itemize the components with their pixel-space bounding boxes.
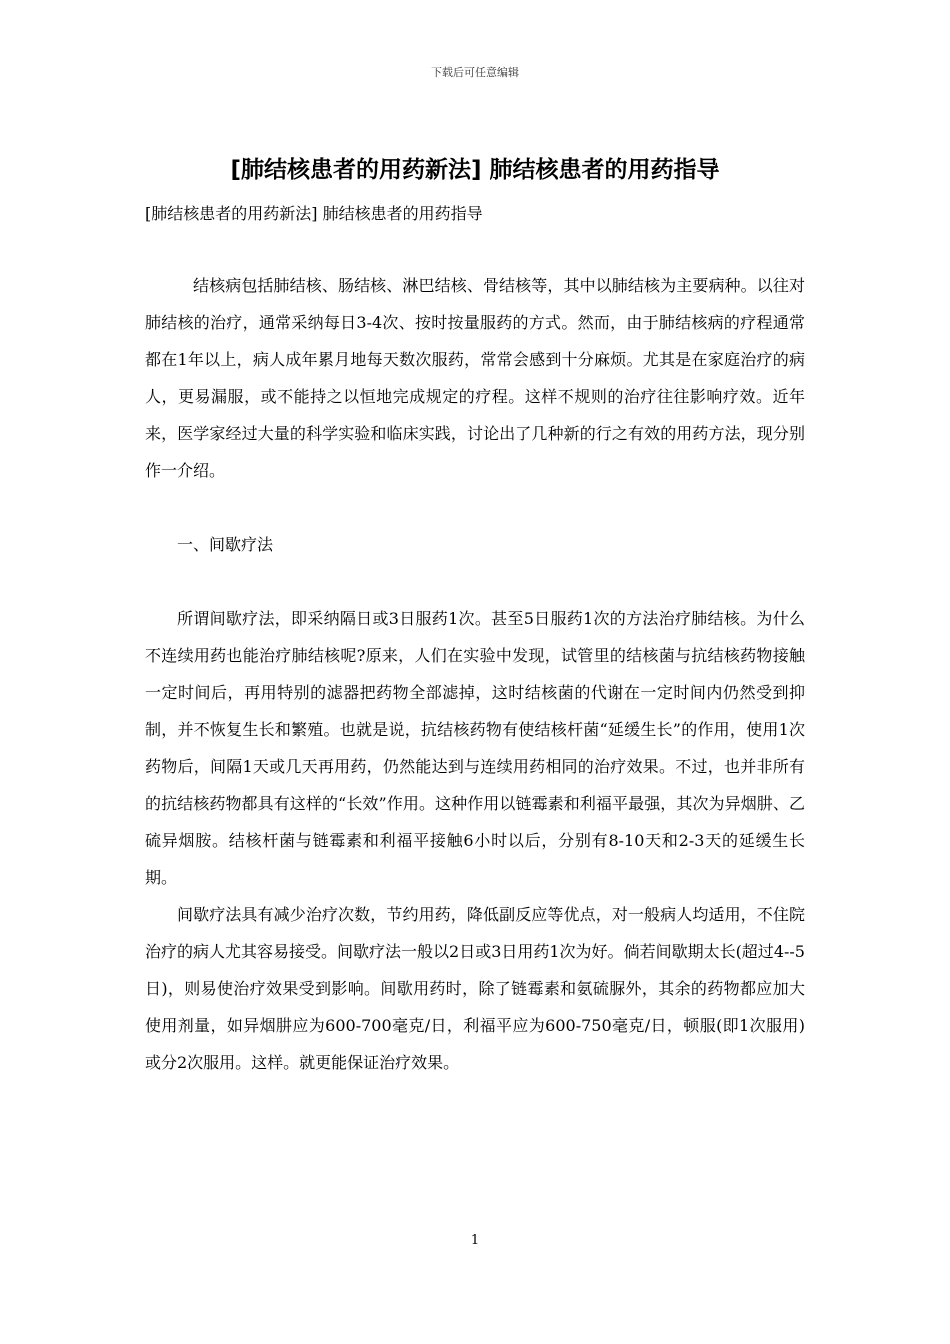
body-paragraph: 间歇疗法具有减少治疗次数，节约用药，降低副反应等优点，对一般病人均适用，不住院治疗的病人尤其容易接受。间歇疗法一般以2日或3日用药1次为好。倘若间歇期太长(超过4--5日)，则易使治疗效果受到影响。间歇用药时，除了链霉素和氨硫脲外，其余的药物都应加大使用剂量，如异烟肼应为600-700毫克/日，利福平应为600-750毫克/日，顿服(即1次服用)或分2次服用。这样。就更能保证治疗效果。: [145, 905, 805, 1072]
page-number: 1: [470, 1233, 480, 1248]
body-paragraph: 所谓间歇疗法，即采纳隔日或3日服药1次。甚至5日服药1次的方法治疗肺结核。为什么不连续用药也能治疗肺结核呢?原来，人们在实验中发现，试管里的结核菌与抗结核药物接触一定时间后，再用特别的滤器把药物全部滤掉，这时结核菌的代谢在一定时间内仍然受到抑制，并不恢复生长和繁殖。也就是说，抗结核药物有使结核杆菌“延缓生长”的作用，使用1次药物后，间隔1天或几天再用药，仍然能达到与连续用药相同的治疗效果。不过，也并非所有的抗结核药物都具有这样的“长效”作用。这种作用以链霉素和利福平最强，其次为异烟肼、乙硫异烟胺。结核杆菌与链霉素和利福平接触6小时以后，分别有8-10天和2-3天的延缓生长期。: [145, 609, 805, 887]
page-header-note: 下载后可任意编辑: [431, 66, 519, 79]
document-title: [肺结核患者的用药新法] 肺结核患者的用药指导: [230, 157, 720, 183]
document-subtitle: [肺结核患者的用药新法] 肺结核患者的用药指导: [145, 204, 483, 223]
section-heading-intermittent-therapy: 一、间歇疗法: [177, 535, 274, 554]
intro-paragraph: 结核病包括肺结核、肠结核、淋巴结核、骨结核等，其中以肺结核为主要病种。以往对肺结核的治疗，通常采纳每日3-4次、按时按量服药的方式。然而，由于肺结核病的疗程通常都在1年以上，病人成年累月地每天数次服药，常常会感到十分麻烦。尤其是在家庭治疗的病人，更易漏服，或不能持之以恒地完成规定的疗程。这样不规则的治疗往往影响疗效。近年来，医学家经过大量的科学实验和临床实践，讨论出了几种新的行之有效的用药方法，现分别作一介绍。: [145, 276, 805, 480]
document-body: [145, 267, 805, 1081]
